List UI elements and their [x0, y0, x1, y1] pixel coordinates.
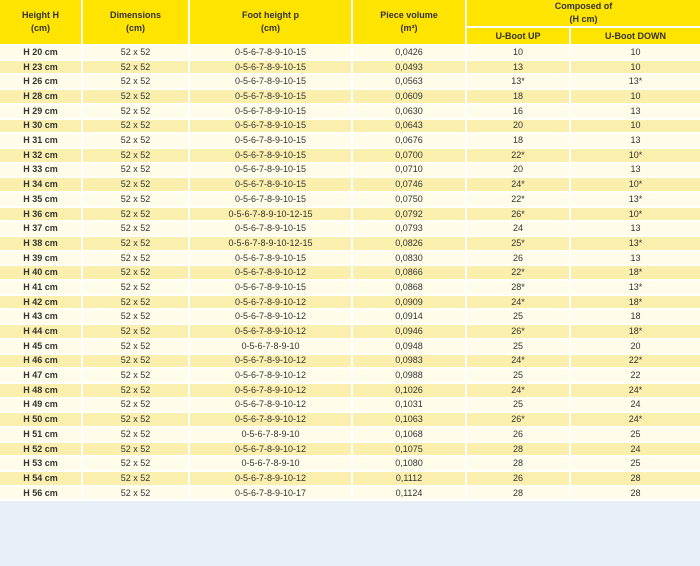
uboot-up-cell: 16	[467, 105, 571, 120]
uboot-up-cell: 28	[467, 457, 571, 472]
dimensions-cell: 52 x 52	[83, 61, 190, 76]
height-cell: H 45 cm	[0, 340, 83, 355]
volume-cell: 0,0643	[353, 120, 467, 135]
dimensions-cell: 52 x 52	[83, 90, 190, 105]
uboot-down-cell: 28	[571, 472, 700, 487]
volume-cell: 0,0866	[353, 266, 467, 281]
dimensions-cell: 52 x 52	[83, 428, 190, 443]
uboot-up-cell: 28	[467, 487, 571, 502]
uboot-up-cell: 24	[467, 222, 571, 237]
foot-height-cell: 0-5-6-7-8-9-10-12	[190, 310, 353, 325]
table-row	[0, 134, 700, 149]
foot-height-cell: 0-5-6-7-8-9-10-15	[190, 252, 353, 267]
dimensions-cell: 52 x 52	[83, 237, 190, 252]
height-cell: H 39 cm	[0, 252, 83, 267]
volume-cell: 0,0609	[353, 90, 467, 105]
foot-height-cell: 0-5-6-7-8-9-10-15	[190, 61, 353, 76]
uboot-up-cell: 24*	[467, 178, 571, 193]
uboot-up-cell: 25	[467, 340, 571, 355]
header-composed-of	[467, 0, 700, 28]
table-row	[0, 325, 700, 340]
dimensions-cell: 52 x 52	[83, 222, 190, 237]
uboot-up-cell: 24*	[467, 296, 571, 311]
header-composed-of-line2: (H cm)	[569, 14, 598, 25]
volume-cell: 0,1080	[353, 457, 467, 472]
uboot-up-cell: 26*	[467, 325, 571, 340]
dimensions-cell: 52 x 52	[83, 296, 190, 311]
dimensions-cell: 52 x 52	[83, 75, 190, 90]
dimensions-cell: 52 x 52	[83, 457, 190, 472]
volume-cell: 0,0563	[353, 75, 467, 90]
volume-cell: 0,1112	[353, 472, 467, 487]
uboot-down-cell: 13	[571, 252, 700, 267]
table-row	[0, 149, 700, 164]
foot-height-cell: 0-5-6-7-8-9-10-12	[190, 296, 353, 311]
dimensions-cell: 52 x 52	[83, 355, 190, 370]
table-row	[0, 266, 700, 281]
height-cell: H 23 cm	[0, 61, 83, 76]
uboot-up-cell: 25	[467, 369, 571, 384]
table-row	[0, 178, 700, 193]
volume-cell: 0,0826	[353, 237, 467, 252]
header-height	[0, 0, 83, 46]
dimensions-cell: 52 x 52	[83, 149, 190, 164]
foot-height-cell: 0-5-6-7-8-9-10-12	[190, 399, 353, 414]
header-piece-volume-line2: (m³)	[400, 23, 418, 34]
uboot-up-cell: 22*	[467, 193, 571, 208]
uboot-up-cell: 26*	[467, 208, 571, 223]
foot-height-cell: 0-5-6-7-8-9-10	[190, 340, 353, 355]
height-cell: H 31 cm	[0, 134, 83, 149]
uboot-up-cell: 28	[467, 443, 571, 458]
uboot-up-cell: 20	[467, 120, 571, 135]
volume-cell: 0,1063	[353, 413, 467, 428]
uboot-down-cell: 13	[571, 134, 700, 149]
height-cell: H 56 cm	[0, 487, 83, 502]
volume-cell: 0,0792	[353, 208, 467, 223]
dimensions-cell: 52 x 52	[83, 369, 190, 384]
uboot-down-cell: 13	[571, 105, 700, 120]
height-cell: H 35 cm	[0, 193, 83, 208]
header-piece-volume-line1: Piece volume	[380, 10, 438, 20]
header-height-line1: Height H	[22, 10, 59, 20]
uboot-up-cell: 25*	[467, 237, 571, 252]
table-body	[0, 46, 700, 501]
height-cell: H 51 cm	[0, 428, 83, 443]
uboot-down-cell: 10	[571, 90, 700, 105]
height-cell: H 32 cm	[0, 149, 83, 164]
table-row	[0, 340, 700, 355]
uboot-up-cell: 26	[467, 252, 571, 267]
height-cell: H 20 cm	[0, 46, 83, 61]
subheader-uboot-up: U-Boot UP	[467, 28, 571, 46]
table-row	[0, 472, 700, 487]
dimensions-cell: 52 x 52	[83, 164, 190, 179]
dimensions-cell: 52 x 52	[83, 281, 190, 296]
table-row	[0, 428, 700, 443]
volume-cell: 0,1068	[353, 428, 467, 443]
table-row	[0, 46, 700, 61]
foot-height-cell: 0-5-6-7-8-9-10-15	[190, 178, 353, 193]
uboot-down-cell: 28	[571, 487, 700, 502]
header-foot-height-line2: (cm)	[260, 23, 280, 34]
height-cell: H 43 cm	[0, 310, 83, 325]
volume-cell: 0,0868	[353, 281, 467, 296]
foot-height-cell: 0-5-6-7-8-9-10-15	[190, 134, 353, 149]
uboot-up-cell: 24*	[467, 355, 571, 370]
height-cell: H 30 cm	[0, 120, 83, 135]
height-cell: H 29 cm	[0, 105, 83, 120]
header-height-line2: (cm)	[30, 23, 50, 34]
foot-height-cell: 0-5-6-7-8-9-10-15	[190, 222, 353, 237]
foot-height-cell: 0-5-6-7-8-9-10-15	[190, 105, 353, 120]
dimensions-cell: 52 x 52	[83, 178, 190, 193]
uboot-down-cell: 13*	[571, 75, 700, 90]
dimensions-cell: 52 x 52	[83, 208, 190, 223]
foot-height-cell: 0-5-6-7-8-9-10-15	[190, 193, 353, 208]
dimensions-cell: 52 x 52	[83, 252, 190, 267]
uboot-down-cell: 24*	[571, 384, 700, 399]
foot-height-cell: 0-5-6-7-8-9-10-15	[190, 164, 353, 179]
volume-cell: 0,0983	[353, 355, 467, 370]
foot-height-cell: 0-5-6-7-8-9-10-12	[190, 355, 353, 370]
dimensions-cell: 52 x 52	[83, 340, 190, 355]
volume-cell: 0,0909	[353, 296, 467, 311]
table-row	[0, 222, 700, 237]
dimensions-cell: 52 x 52	[83, 443, 190, 458]
height-cell: H 47 cm	[0, 369, 83, 384]
uboot-down-cell: 20	[571, 340, 700, 355]
height-cell: H 28 cm	[0, 90, 83, 105]
uboot-up-cell: 26	[467, 428, 571, 443]
foot-height-cell: 0-5-6-7-8-9-10-12	[190, 413, 353, 428]
table-row	[0, 75, 700, 90]
volume-cell: 0,0830	[353, 252, 467, 267]
volume-cell: 0,0710	[353, 164, 467, 179]
dimensions-cell: 52 x 52	[83, 487, 190, 502]
foot-height-cell: 0-5-6-7-8-9-10-12-15	[190, 208, 353, 223]
table-row	[0, 237, 700, 252]
header-dimensions-line2: (cm)	[125, 23, 145, 34]
dimensions-cell: 52 x 52	[83, 134, 190, 149]
table-row	[0, 310, 700, 325]
uboot-down-cell: 18*	[571, 325, 700, 340]
volume-cell: 0,0630	[353, 105, 467, 120]
dimensions-cell: 52 x 52	[83, 310, 190, 325]
height-cell: H 42 cm	[0, 296, 83, 311]
volume-cell: 0,0493	[353, 61, 467, 76]
header-piece-volume	[353, 0, 467, 46]
foot-height-cell: 0-5-6-7-8-9-10-12-15	[190, 237, 353, 252]
subheader-uboot-down: U-Boot DOWN	[571, 28, 700, 46]
volume-cell: 0,0946	[353, 325, 467, 340]
height-cell: H 53 cm	[0, 457, 83, 472]
foot-height-cell: 0-5-6-7-8-9-10	[190, 457, 353, 472]
table-row	[0, 252, 700, 267]
uboot-up-cell: 24*	[467, 384, 571, 399]
table-row	[0, 399, 700, 414]
uboot-up-cell: 22*	[467, 266, 571, 281]
table-row	[0, 369, 700, 384]
height-cell: H 49 cm	[0, 399, 83, 414]
uboot-down-cell: 10	[571, 120, 700, 135]
volume-cell: 0,0988	[353, 369, 467, 384]
dimensions-cell: 52 x 52	[83, 193, 190, 208]
table-row	[0, 164, 700, 179]
uboot-up-cell: 13*	[467, 75, 571, 90]
uboot-down-cell: 24	[571, 399, 700, 414]
dimensions-cell: 52 x 52	[83, 413, 190, 428]
height-cell: H 38 cm	[0, 237, 83, 252]
volume-cell: 0,1075	[353, 443, 467, 458]
foot-height-cell: 0-5-6-7-8-9-10-15	[190, 75, 353, 90]
uboot-down-cell: 10*	[571, 208, 700, 223]
uboot-up-cell: 28*	[467, 281, 571, 296]
dimensions-cell: 52 x 52	[83, 266, 190, 281]
dimensions-cell: 52 x 52	[83, 46, 190, 61]
uboot-down-cell: 18	[571, 310, 700, 325]
uboot-down-cell: 25	[571, 428, 700, 443]
height-cell: H 37 cm	[0, 222, 83, 237]
uboot-down-cell: 13	[571, 164, 700, 179]
dimensions-cell: 52 x 52	[83, 120, 190, 135]
foot-height-cell: 0-5-6-7-8-9-10-12	[190, 443, 353, 458]
height-cell: H 26 cm	[0, 75, 83, 90]
uboot-up-cell: 18	[467, 134, 571, 149]
height-cell: H 54 cm	[0, 472, 83, 487]
uboot-up-cell: 10	[467, 46, 571, 61]
table-row	[0, 120, 700, 135]
foot-height-cell: 0-5-6-7-8-9-10	[190, 428, 353, 443]
dimensions-cell: 52 x 52	[83, 325, 190, 340]
foot-height-cell: 0-5-6-7-8-9-10-15	[190, 120, 353, 135]
foot-height-cell: 0-5-6-7-8-9-10-17	[190, 487, 353, 502]
uboot-down-cell: 10*	[571, 178, 700, 193]
table-row	[0, 208, 700, 223]
header-dimensions-line1: Dimensions	[109, 10, 161, 20]
uboot-up-cell: 13	[467, 61, 571, 76]
uboot-down-cell: 10	[571, 61, 700, 76]
table-row	[0, 193, 700, 208]
uboot-up-cell: 20	[467, 164, 571, 179]
uboot-down-cell: 10	[571, 46, 700, 61]
volume-cell: 0,0426	[353, 46, 467, 61]
uboot-down-cell: 13*	[571, 237, 700, 252]
uboot-down-cell: 13*	[571, 281, 700, 296]
height-cell: H 48 cm	[0, 384, 83, 399]
table-row	[0, 296, 700, 311]
foot-height-cell: 0-5-6-7-8-9-10-12	[190, 266, 353, 281]
foot-height-cell: 0-5-6-7-8-9-10-15	[190, 149, 353, 164]
foot-height-cell: 0-5-6-7-8-9-10-12	[190, 325, 353, 340]
foot-height-cell: 0-5-6-7-8-9-10-15	[190, 90, 353, 105]
uboot-up-cell: 25	[467, 399, 571, 414]
foot-height-cell: 0-5-6-7-8-9-10-12	[190, 384, 353, 399]
height-cell: H 36 cm	[0, 208, 83, 223]
foot-height-cell: 0-5-6-7-8-9-10-15	[190, 281, 353, 296]
height-cell: H 50 cm	[0, 413, 83, 428]
uboot-up-cell: 26	[467, 472, 571, 487]
volume-cell: 0,0793	[353, 222, 467, 237]
header-dimensions	[83, 0, 190, 46]
volume-cell: 0,0948	[353, 340, 467, 355]
dimensions-cell: 52 x 52	[83, 399, 190, 414]
height-cell: H 40 cm	[0, 266, 83, 281]
table-row	[0, 384, 700, 399]
uboot-down-cell: 22*	[571, 355, 700, 370]
dimensions-cell: 52 x 52	[83, 472, 190, 487]
foot-height-cell: 0-5-6-7-8-9-10-15	[190, 46, 353, 61]
volume-cell: 0,0750	[353, 193, 467, 208]
volume-cell: 0,0700	[353, 149, 467, 164]
height-cell: H 34 cm	[0, 178, 83, 193]
table-row	[0, 105, 700, 120]
uboot-down-cell: 10*	[571, 149, 700, 164]
foot-height-cell: 0-5-6-7-8-9-10-12	[190, 472, 353, 487]
table-row	[0, 61, 700, 76]
foot-height-cell: 0-5-6-7-8-9-10-12	[190, 369, 353, 384]
volume-cell: 0,0746	[353, 178, 467, 193]
uboot-up-cell: 25	[467, 310, 571, 325]
table-row	[0, 443, 700, 458]
uboot-down-cell: 24*	[571, 413, 700, 428]
dimensions-cell: 52 x 52	[83, 384, 190, 399]
volume-cell: 0,1031	[353, 399, 467, 414]
table-header	[0, 0, 700, 46]
uboot-up-cell: 22*	[467, 149, 571, 164]
uboot-down-cell: 24	[571, 443, 700, 458]
height-cell: H 46 cm	[0, 355, 83, 370]
table-row	[0, 281, 700, 296]
uboot-up-cell: 18	[467, 90, 571, 105]
dimensions-cell: 52 x 52	[83, 105, 190, 120]
uboot-down-cell: 18*	[571, 266, 700, 281]
height-cell: H 41 cm	[0, 281, 83, 296]
header-foot-height	[190, 0, 353, 46]
header-foot-height-line1: Foot height p	[242, 10, 299, 20]
volume-cell: 0,1026	[353, 384, 467, 399]
table-row	[0, 487, 700, 502]
uboot-down-cell: 25	[571, 457, 700, 472]
uboot-down-cell: 18*	[571, 296, 700, 311]
header-composed-of-line1: Composed of	[554, 1, 613, 11]
table-row	[0, 90, 700, 105]
height-cell: H 33 cm	[0, 164, 83, 179]
volume-cell: 0,1124	[353, 487, 467, 502]
uboot-down-cell: 13*	[571, 193, 700, 208]
volume-cell: 0,0676	[353, 134, 467, 149]
height-cell: H 52 cm	[0, 443, 83, 458]
uboot-up-cell: 26*	[467, 413, 571, 428]
table-row	[0, 413, 700, 428]
table-row	[0, 457, 700, 472]
height-cell: H 44 cm	[0, 325, 83, 340]
volume-cell: 0,0914	[353, 310, 467, 325]
uboot-down-cell: 13	[571, 222, 700, 237]
uboot-down-cell: 22	[571, 369, 700, 384]
table-row	[0, 355, 700, 370]
